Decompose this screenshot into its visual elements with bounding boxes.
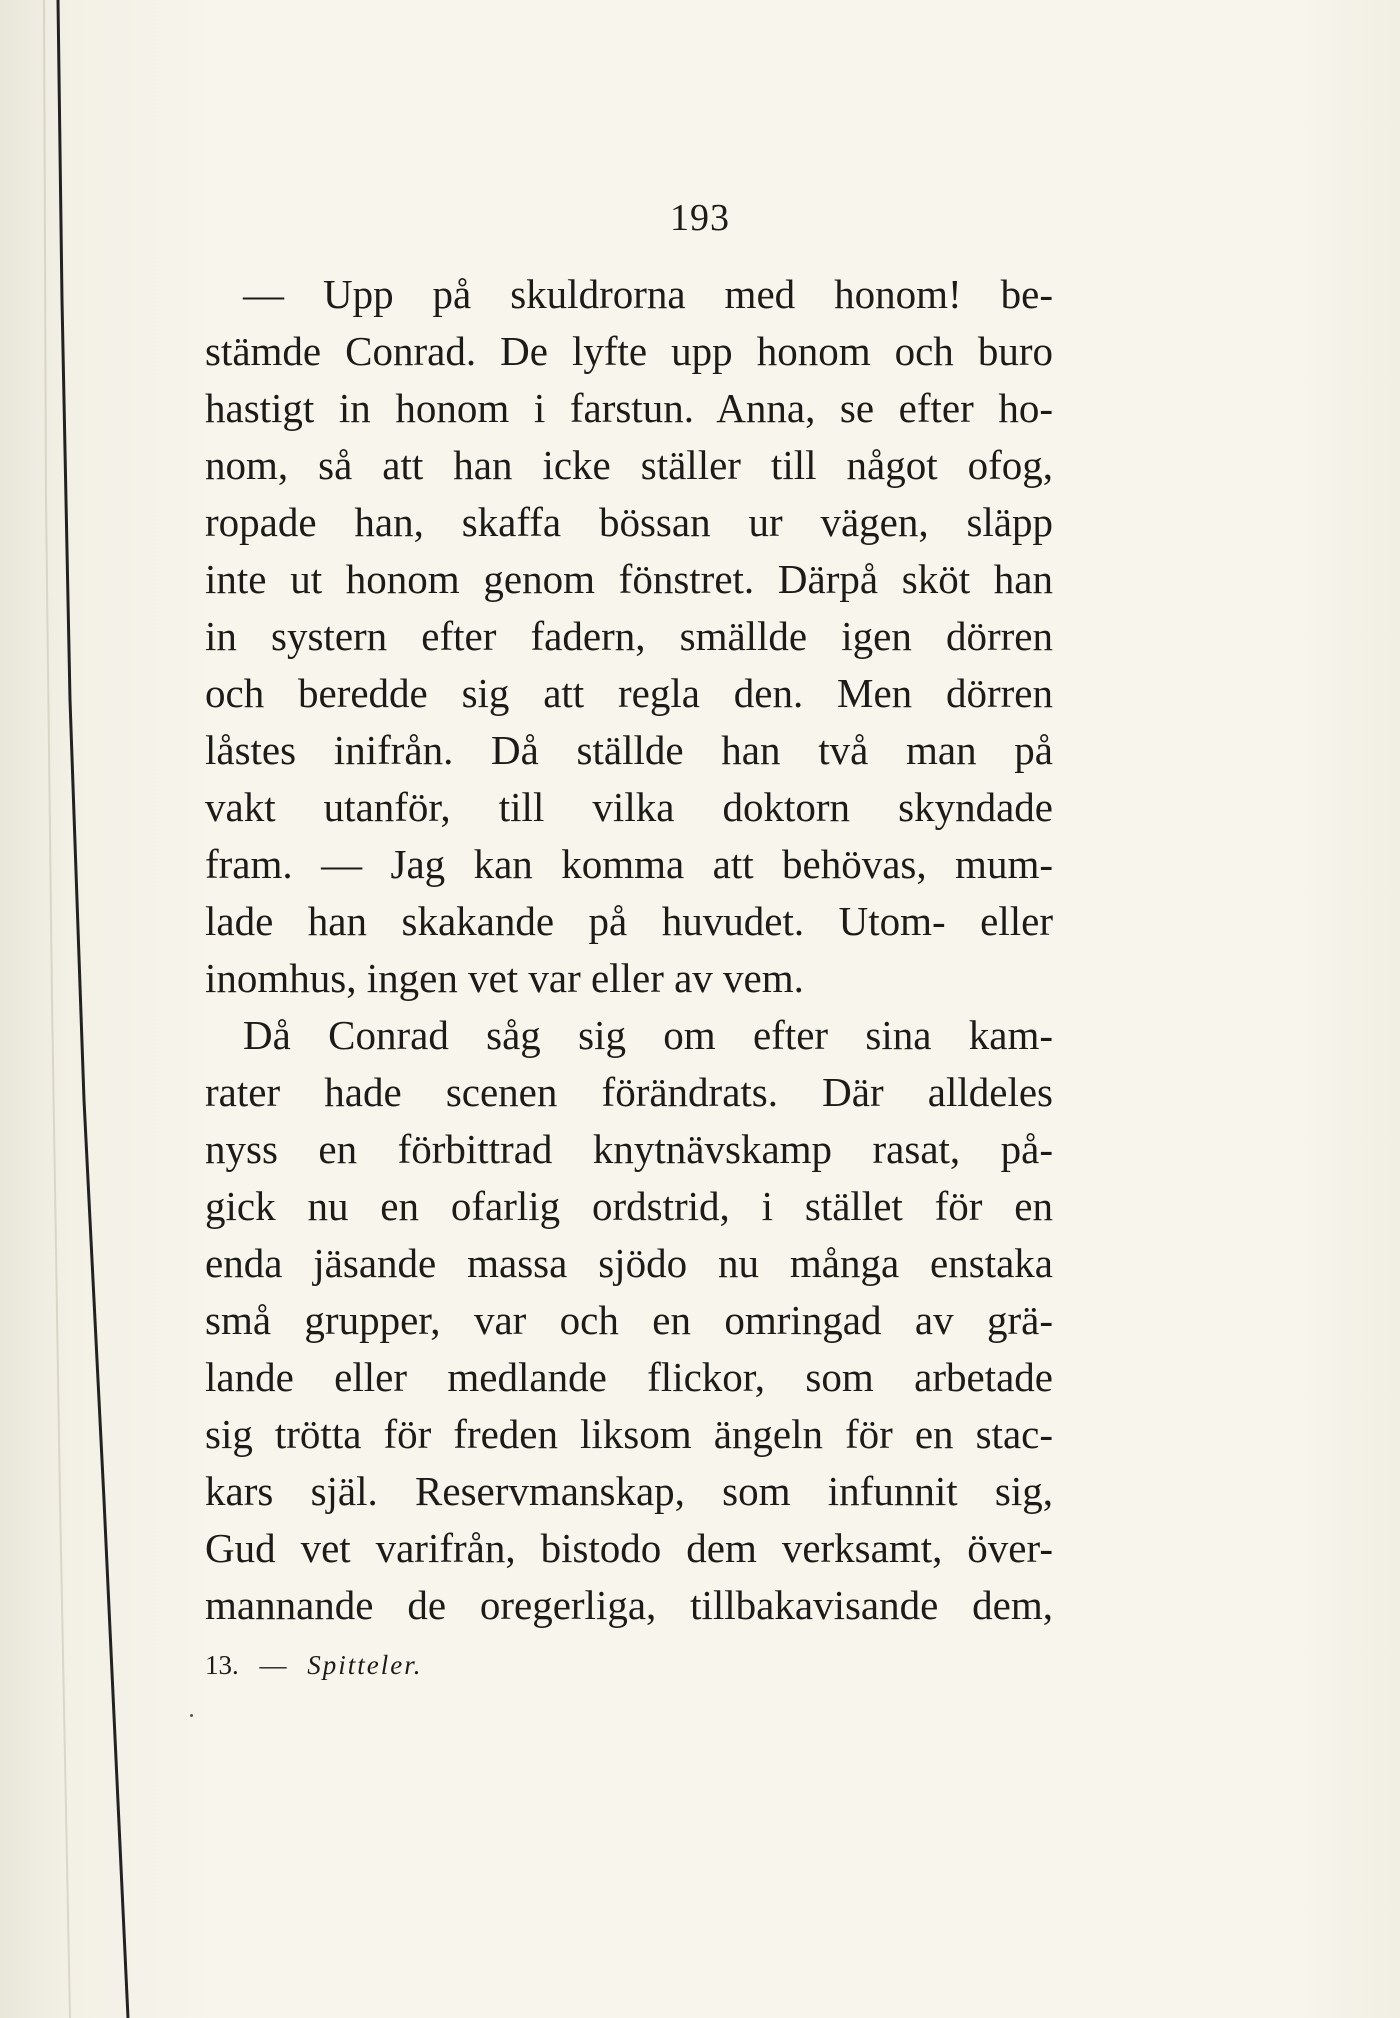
text-line: — Upp på skuldrorna med honom! be- — [243, 271, 1053, 317]
body-text — [205, 266, 1053, 1634]
signature-mark — [205, 1650, 423, 1681]
page-gutter-edge — [0, 0, 140, 2018]
text-line: nom, så att han icke ställer till något ofog, — [205, 442, 1053, 488]
text-line: kars själ. Reservmanskap, som infunnit sig, — [205, 1468, 1053, 1514]
text-line: lade han skakande på huvudet. Utom- eller — [205, 898, 1053, 944]
signature-author: Spitteler. — [307, 1650, 423, 1680]
text-line: nyss en förbittrad knytnävskamp rasat, på- — [205, 1126, 1053, 1172]
page-number: 193 — [670, 197, 730, 239]
text-line: in systern efter fadern, smällde igen dörren — [205, 613, 1053, 659]
text-line: Gud vet varifrån, bistodo dem verksamt, över- — [205, 1525, 1053, 1571]
text-line: Då Conrad såg sig om efter sina kam- — [243, 1012, 1053, 1058]
text-line: stämde Conrad. De lyfte upp honom och buro — [205, 328, 1053, 374]
text-line: inomhus, ingen vet var eller av vem. — [205, 955, 804, 1001]
text-line: inte ut honom genom fönstret. Därpå sköt han — [205, 556, 1053, 602]
text-line: rater hade scenen förändrats. Där alldeles — [205, 1069, 1053, 1115]
paper-speck — [190, 1714, 193, 1717]
text-line: fram. — Jag kan komma att behövas, mum- — [205, 841, 1053, 887]
text-line: sig trötta för freden liksom ängeln för en stac- — [205, 1411, 1053, 1457]
text-line: lande eller medlande flickor, som arbetade — [205, 1354, 1053, 1400]
text-line: små grupper, var och en omringad av grä- — [205, 1297, 1053, 1343]
paragraph-2 — [205, 1007, 1053, 1634]
signature-dash: — — [259, 1650, 287, 1680]
text-line: låstes inifrån. Då ställde han två man på — [205, 727, 1053, 773]
text-line: enda jäsande massa sjödo nu många enstaka — [205, 1240, 1053, 1286]
text-line: hastigt in honom i farstun. Anna, se efter ho- — [205, 385, 1053, 431]
paragraph-1 — [205, 266, 1053, 1007]
text-line: ropade han, skaffa bössan ur vägen, släpp — [205, 499, 1053, 545]
text-line: gick nu en ofarlig ordstrid, i stället för en — [205, 1183, 1053, 1229]
text-line: vakt utanför, till vilka doktorn skyndade — [205, 784, 1053, 830]
text-line: och beredde sig att regla den. Men dörren — [205, 670, 1053, 716]
text-line: mannande de oregerliga, tillbakavisande dem, — [205, 1582, 1053, 1628]
signature-number: 13. — [205, 1650, 239, 1680]
